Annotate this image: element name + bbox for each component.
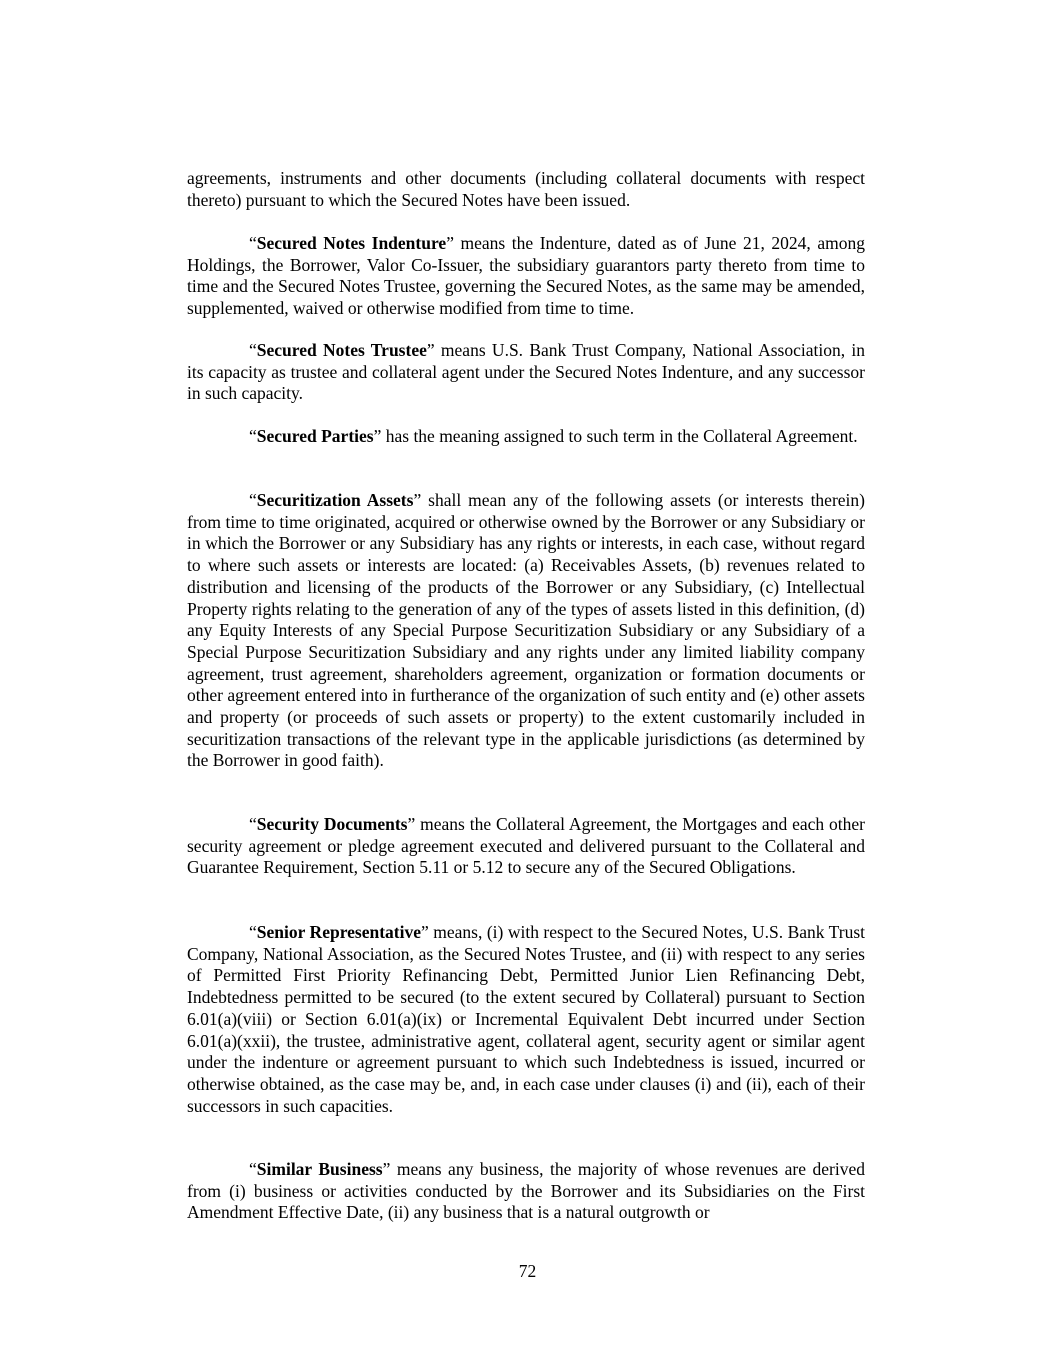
paragraph-continuation: agreements, instruments and other documents (including collateral documents with respect thereto) pursuant to which the Secured Notes have been issued. [187, 168, 865, 210]
definition-senior-representative: “Senior Representative” means, (i) with respect to the Secured Notes, U.S. Bank Trust Company, National Association, as the Secured Notes Trustee, and (ii) with respect to any series of Permitted First Priority Refinancing Debt, Permitted Junior Lien Refinancing Debt, Indebtedness permitted to be secured (to the extent secured by Collateral) pursuant to Section 6.01(a)(viii) or Section 6.01(a)(ix) or Incremental Equivalent Debt incurred under Section 6.01(a)(xxii), the trustee, administrative agent, collateral agent, security agent or similar agent under the indenture or agreement pursuant to which such Indebtedness is issued, incurred or otherwise obtained, as the case may be, and, in each case under clauses (i) and (ii), each of their successors in such capacities. [187, 922, 865, 1116]
definition-secured-notes-indenture: “Secured Notes Indenture” means the Indenture, dated as of June 21, 2024, among Holdings, the Borrower, Valor Co-Issuer, the subsidiary guarantors party thereto from time to time and the Secured Notes Trustee, governing the Secured Notes, as the same may be amended, supplemented, waived or otherwise modified from time to time. [187, 233, 865, 319]
defined-term: Securitization Assets [256, 490, 414, 510]
definition-secured-parties: “Secured Parties” has the meaning assigned to such term in the Collateral Agreement. [249, 426, 858, 446]
defined-term: Secured Parties [256, 426, 374, 446]
definition-similar-business: “Similar Business” means any business, the majority of whose revenues are derived from (i) business or activities conducted by the Borrower and its Subsidiaries on the First Amendment Effective Date, (ii) any business that is a natural outgrowth or [187, 1159, 865, 1223]
defined-term: Security Documents [256, 814, 408, 834]
definition-securitization-assets: “Securitization Assets” shall mean any of the following assets (or interests therein) from time to time originated, acquired or otherwise owned by the Borrower or any Subsidiary or in which the Borrower or any Subsidiary has any rights or interests, in each case, without regard to where such assets or interests are located: (a) Receivables Assets, (b) revenues related to distribution and licensing of the products of the Borrower or any Subsidiary, (c) Intellectual Property rights relating to the generation of any of the types of assets listed in this definition, (d) any Equity Interests of any Special Purpose Securitization Subsidiary or any Subsidiary of a Special Purpose Securitization Subsidiary and any rights under any limited liability company agreement, trust agreement, shareholders agreement, organization or formation documents or other agreement entered into in furtherance of the organization of such entity and (e) other assets and property (or proceeds of such assets or property) to the extent customarily included in securitization transactions of the relevant type in the applicable jurisdictions (as determined by the Borrower in good faith). [187, 490, 865, 771]
defined-term: Secured Notes Indenture [256, 233, 447, 253]
defined-term: Similar Business [256, 1159, 383, 1179]
definition-security-documents: “Security Documents” means the Collateral Agreement, the Mortgages and each other security agreement or pledge agreement executed and delivered pursuant to the Collateral and Guarantee Requirement, Section 5.11 or 5.12 to secure any of the Secured Obligations. [187, 814, 865, 878]
defined-term: Senior Representative [256, 922, 422, 942]
page-number: 72 [518, 1261, 537, 1281]
definition-secured-notes-trustee: “Secured Notes Trustee” means U.S. Bank Trust Company, National Association, in its capacity as trustee and collateral agent under the Secured Notes Indenture, and any successor in such capacity. [187, 340, 865, 404]
defined-term: Secured Notes Trustee [256, 340, 427, 360]
